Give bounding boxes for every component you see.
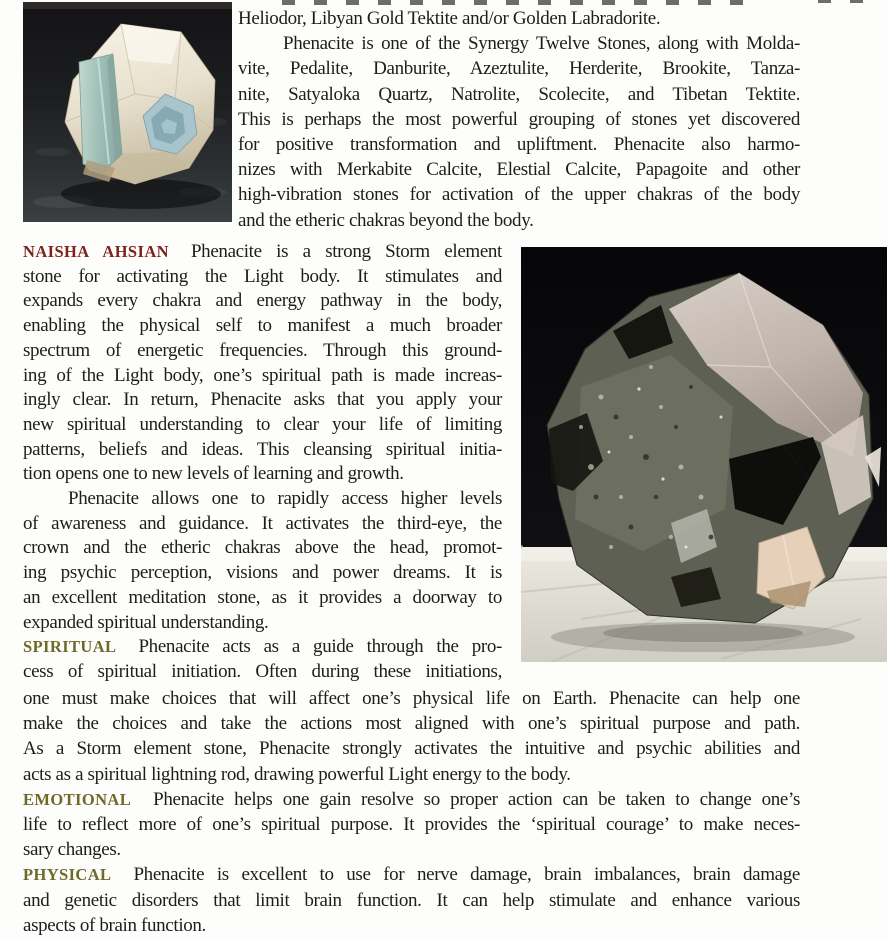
section-heading-spiritual: SPIRITUAL [23, 637, 117, 657]
text-line [23, 611, 502, 636]
line-text: and genetic disorders that limit brain function. It can help stimulate and enhance various [23, 889, 800, 911]
line-text: nite, Satyaloka Quartz, Natrolite, Scolecite, and Tibetan Tektite. [238, 83, 800, 105]
line-text: and the etheric chakras beyond the body. [238, 209, 534, 231]
text-line [23, 413, 502, 438]
phenacite-specimen-illustration [23, 2, 232, 222]
line-text: cess of spiritual initiation. Often during these initiations, [23, 660, 502, 682]
text-line [23, 686, 800, 711]
line-text: expands every chakra and energy pathway in the body, [23, 290, 502, 312]
naisha-ahsian-column [23, 240, 502, 685]
line-text: vite, Pedalite, Danburite, Azeztulite, Herderite, Brookite, Tanza- [238, 58, 800, 80]
cropped-line-fragment [282, 0, 747, 5]
text-line [23, 635, 502, 660]
line-text: This is perhaps the most powerful grouping of stones yet discovered [238, 108, 800, 130]
text-line [23, 364, 502, 389]
section-heading-physical: PHYSICAL [23, 865, 112, 885]
text-line [23, 536, 502, 561]
line-text: Phenacite acts as a guide through the pro- [138, 636, 502, 658]
line-text: ingly clear. In return, Phenacite asks that you apply your [23, 389, 502, 411]
line-text: crown and the etheric chakras above the head, promot- [23, 537, 502, 559]
text-line [238, 31, 800, 56]
phenacite-specimen-photo-small [23, 2, 232, 222]
text-line [23, 512, 502, 537]
line-text: spectrum of energetic frequencies. Through this ground- [23, 339, 502, 361]
intro-paragraphs [238, 6, 800, 233]
line-text: one must make choices that will affect one’s physical life on Earth. Phenacite can help one [23, 688, 800, 709]
line-text: Phenacite is a strong Storm element [190, 241, 502, 262]
line-text: sary changes. [23, 839, 121, 861]
line-text: Phenacite is one of the Synergy Twelve Stones, along with Molda- [283, 33, 800, 55]
phenacite-matrix-photo-large [521, 247, 887, 662]
line-text: Heliodor, Libyan Gold Tektite and/or Golden Labradorite. [238, 8, 661, 29]
line-text: enabling the physical self to manifest a much broader [23, 315, 502, 337]
text-line [23, 289, 502, 314]
line-text: tion opens one to new levels of learning and growth. [23, 463, 404, 485]
cropped-line-fragment [818, 0, 868, 3]
text-line [238, 208, 800, 233]
line-text: ing of the Light body, one’s spiritual path is made increas- [23, 364, 502, 386]
line-text: patterns, beliefs and ideas. This cleansing spiritual initia- [23, 438, 502, 460]
phenacite-matrix-illustration [521, 247, 887, 662]
line-text: make the choices and take the actions most aligned with one’s spiritual purpose and path. [23, 713, 800, 735]
line-text: ing psychic perception, visions and power dreams. It is [23, 562, 502, 584]
line-text: life to reflect more of one’s spiritual purpose. It provides the ‘spiritual courage’ to make neces- [23, 814, 800, 836]
line-text: of awareness and guidance. It activates the third-eye, the [23, 512, 502, 534]
text-line [23, 388, 502, 413]
text-line [23, 487, 502, 512]
line-text: new spiritual understanding to clear your life of limiting [23, 413, 502, 435]
line-text: an excellent meditation stone, as it provides a doorway to [23, 586, 502, 608]
text-line [238, 132, 800, 157]
text-line [238, 107, 800, 132]
text-line [23, 812, 800, 837]
text-line [238, 82, 800, 107]
text-line [23, 762, 800, 787]
text-line [23, 736, 800, 761]
text-line [23, 837, 800, 862]
text-line [23, 586, 502, 611]
text-line [238, 182, 800, 207]
text-line [23, 314, 502, 339]
section-heading-author: NAISHA AHSIAN [23, 242, 169, 261]
line-text: acts as a spiritual lightning rod, drawing powerful Light energy to the body. [23, 763, 571, 785]
text-line [23, 438, 502, 463]
line-text: Phenacite helps one gain resolve so proper action can be taken to change one’s [153, 788, 800, 810]
text-line [238, 6, 800, 31]
line-text: for positive transformation and upliftment. Phenacite also harmo- [238, 134, 800, 156]
text-line [23, 862, 800, 887]
section-heading-emotional: EMOTIONAL [23, 789, 132, 809]
text-line [23, 913, 800, 938]
text-line [238, 157, 800, 182]
line-text: Phenacite allows one to rapidly access higher levels [68, 488, 502, 510]
text-line [23, 462, 502, 487]
bottom-full-width-paragraphs [23, 686, 800, 938]
line-text: high-vibration stones for activation of the upper chakras of the body [238, 184, 800, 206]
line-text: expanded spiritual understanding. [23, 611, 269, 633]
line-text: aspects of brain function. [23, 914, 206, 936]
line-text: nizes with Merkabite Calcite, Elestial Calcite, Papagoite and other [238, 159, 800, 181]
text-line [23, 339, 502, 364]
text-line [23, 711, 800, 736]
text-line [23, 561, 502, 586]
text-line [238, 56, 800, 81]
text-line [23, 265, 502, 290]
line-text: Phenacite is excellent to use for nerve damage, brain imbalances, brain damage [133, 864, 800, 886]
text-line [23, 888, 800, 913]
text-line [23, 240, 502, 265]
text-line [23, 787, 800, 812]
line-text: stone for activating the Light body. It stimulates and [23, 265, 502, 287]
text-line [23, 660, 502, 685]
line-text: As a Storm element stone, Phenacite strongly activates the intuitive and psychic abilities and [23, 738, 800, 760]
